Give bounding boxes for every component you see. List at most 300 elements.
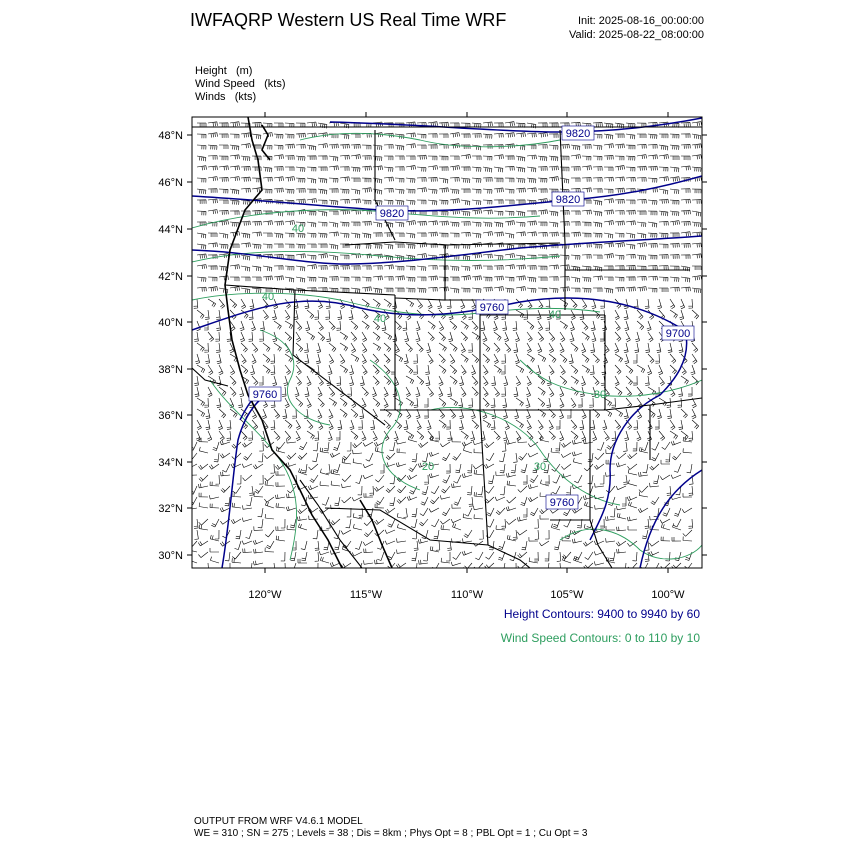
wind-barb (483, 210, 492, 215)
wind-barb (494, 211, 503, 216)
wind-barb (637, 211, 646, 215)
lon-label: 105°W (550, 589, 584, 601)
wind-barb (670, 354, 676, 363)
wind-barb (210, 548, 219, 552)
wind-barb (435, 431, 439, 440)
wind-barb (320, 481, 329, 486)
wind-barb (626, 177, 635, 181)
wind-barb (527, 133, 536, 137)
wind-barb (527, 288, 536, 293)
lat-label: 42°N (158, 271, 183, 283)
wind-contour-legend: Wind Speed Contours: 0 to 110 by 10 (500, 631, 700, 645)
wind-barb (197, 365, 205, 373)
wind-barb (428, 287, 437, 291)
wind-barb (647, 431, 652, 441)
wind-barb (637, 199, 646, 203)
plot-title: IWFAQRP Western US Real Time WRF (190, 10, 507, 30)
wind-barb (592, 299, 597, 309)
wind-barb (230, 265, 240, 270)
wind-barb (659, 134, 668, 138)
wind-barb (681, 166, 690, 171)
wind-barb (616, 541, 626, 546)
wind-barb (276, 471, 285, 475)
wind-barb (428, 232, 437, 237)
wind-barb (545, 530, 549, 539)
wind-barb (659, 211, 668, 216)
wind-barb (264, 497, 274, 502)
wind-barb (384, 387, 388, 397)
wind-barb (582, 288, 591, 293)
wind-barb (189, 556, 198, 563)
wind-barb (395, 420, 402, 429)
wind-barb (487, 508, 494, 516)
wind-barb (556, 442, 561, 451)
wind-barb (516, 287, 526, 292)
wind-barb (219, 233, 228, 238)
wind-barb (230, 155, 239, 160)
field-wind-speed: Wind Speed (kts) (195, 78, 286, 90)
wind-barb (692, 254, 701, 258)
wind-barb (276, 442, 285, 449)
wind-barb (651, 563, 659, 571)
wind-barb (318, 156, 327, 160)
wind-barb (252, 277, 261, 281)
wind-barb (397, 497, 406, 503)
wind-barb (692, 144, 701, 149)
wind-barb (461, 354, 468, 363)
wind-barb (350, 420, 355, 430)
wind-barb (205, 310, 209, 319)
latitude-labels (158, 130, 183, 562)
wind-barb (217, 398, 221, 408)
wind-barb (197, 211, 206, 215)
wind-barb (483, 156, 492, 160)
wind-barb (353, 513, 362, 519)
wind-barb (593, 276, 602, 281)
wind-barb (197, 420, 202, 430)
wind-barb (265, 514, 274, 519)
wind-barb (197, 178, 206, 183)
wind-barb (271, 365, 275, 374)
wind-barb (406, 343, 413, 352)
wind-barb (583, 440, 593, 444)
wind-barb (507, 535, 516, 541)
wind-barb (274, 343, 282, 351)
wind-barb (505, 288, 514, 293)
wind-barb (440, 495, 450, 499)
wind-barb (296, 178, 305, 183)
wind-barb (340, 210, 350, 215)
wind-barb (627, 496, 637, 501)
wind-barb (307, 233, 316, 238)
wind-barb (271, 464, 275, 473)
wind-barb (493, 321, 497, 331)
wind-barb (353, 450, 362, 454)
wind-barb (478, 486, 483, 495)
wind-barb (384, 365, 390, 374)
wind-barb (307, 222, 316, 227)
wind-barb (356, 475, 363, 484)
wind-barb (207, 431, 211, 441)
wind-barb (538, 178, 547, 183)
wind-barb (351, 199, 360, 204)
wind-barb (606, 526, 615, 530)
wind-barb (549, 277, 558, 281)
wind-barb (208, 177, 218, 182)
wind-barb (549, 265, 558, 270)
wind-barb (523, 508, 527, 517)
wind-barb (593, 200, 602, 205)
wind-barb (313, 442, 318, 451)
height-contour-label (552, 192, 584, 206)
wind-barb (681, 134, 690, 138)
wind-barb (221, 472, 230, 476)
wind-barb (428, 145, 437, 149)
wind-barb (505, 166, 514, 170)
wind-barb (258, 508, 263, 517)
lat-label: 44°N (158, 224, 183, 236)
wind-barb (648, 200, 657, 205)
wind-barb (341, 530, 351, 534)
wind-barb (397, 513, 406, 519)
wind-barb (417, 188, 427, 193)
wind-barb (494, 188, 503, 193)
wind-barb (570, 321, 575, 331)
wind-barb (197, 265, 207, 270)
wind-barb (688, 387, 692, 396)
wind-barb (395, 354, 403, 362)
wind-barb (472, 354, 479, 363)
wind-barb (615, 376, 619, 386)
wind-barb (571, 167, 580, 171)
wind-barb (513, 321, 517, 330)
wind-barb (683, 563, 692, 570)
wind-barb (362, 310, 368, 319)
wind-barb (375, 560, 384, 564)
wind-barb (274, 188, 283, 193)
wind-barb (582, 188, 591, 193)
height-contour-label (249, 387, 281, 401)
wind-barb (420, 508, 428, 516)
wind-barb (296, 144, 305, 148)
wind-barb (434, 530, 439, 539)
wind-barb (370, 486, 374, 495)
wind-barb (241, 177, 250, 182)
wind-barb (683, 530, 692, 536)
wind-barb (208, 287, 218, 292)
wind-barb (439, 134, 448, 138)
wind-barb (296, 431, 301, 441)
wind-barb (199, 493, 208, 497)
wind-barb (190, 442, 197, 450)
wind-barb (494, 155, 504, 160)
wind-barb (274, 276, 283, 281)
wind-barb (417, 155, 426, 160)
wind-barb (412, 453, 417, 462)
wind-barb (628, 453, 638, 459)
wind-barb (252, 376, 258, 385)
wind-barb (395, 398, 403, 406)
wind-barb (450, 354, 455, 364)
wind-barb (498, 541, 505, 550)
wind-barb (518, 486, 527, 492)
wind-barb (590, 365, 594, 374)
wind-barb (483, 167, 492, 172)
wind-barb (494, 354, 499, 364)
wind-barb (538, 332, 544, 342)
wind-barb (362, 166, 371, 171)
wind-barb (372, 387, 377, 397)
wind-barb (459, 376, 463, 386)
wind-barb (205, 354, 209, 364)
wind-barb (334, 497, 340, 506)
wind-barb (481, 321, 485, 331)
wind-barb (329, 144, 338, 149)
wind-barb (453, 453, 462, 460)
wind-barb (395, 266, 404, 271)
wind-barb (670, 221, 680, 226)
wind-barb (318, 277, 327, 282)
wind-barb (615, 177, 624, 182)
wind-barb (210, 504, 219, 508)
wind-barb (527, 354, 535, 362)
wind-barb (505, 133, 515, 138)
wind-barb (572, 440, 582, 444)
wind-barb (518, 453, 527, 460)
wind-barb (637, 134, 646, 138)
wind-barb (692, 155, 702, 160)
wind-barb (516, 167, 525, 172)
wind-barb (412, 552, 418, 561)
wind-barb (461, 222, 470, 226)
wind-barb (396, 563, 406, 568)
wind-barb (659, 167, 668, 171)
wind-barb (385, 530, 395, 534)
wind-contour-label: 40 (548, 309, 562, 321)
wind-barb (439, 387, 443, 397)
wind-barb (483, 266, 492, 270)
wind-barb (340, 177, 349, 182)
wind-barb (329, 166, 338, 171)
wind-barb (307, 398, 312, 408)
wind-barb (307, 178, 316, 183)
wind-barb (362, 354, 367, 364)
wind-barb (659, 244, 668, 248)
wind-barb (688, 299, 692, 308)
wind-barb (418, 442, 428, 448)
wind-barb (660, 475, 670, 480)
wind-barb (483, 178, 492, 182)
wind-barb (285, 354, 293, 362)
wind-barb (429, 473, 439, 477)
wind-barb (648, 155, 657, 160)
wind-barb (285, 156, 294, 160)
wind-barb (461, 167, 470, 171)
wind-barb (296, 420, 301, 430)
wind-barb (615, 233, 624, 238)
wind-barb (472, 288, 481, 293)
wind-barb (237, 475, 241, 484)
wind-barb (219, 431, 224, 441)
wind-barb (252, 178, 261, 182)
height-contours (192, 118, 702, 568)
wind-barb (473, 464, 483, 469)
wind-barb (462, 551, 472, 555)
wind-barb (384, 255, 393, 260)
wind-barb (194, 530, 198, 540)
wind-barb (384, 299, 391, 307)
wind-barb (623, 442, 627, 451)
wind-barb (604, 210, 613, 215)
wind-barb (446, 420, 450, 429)
wind-barb (305, 321, 309, 331)
wind-barb (249, 486, 253, 496)
wind-barb (626, 365, 633, 374)
wind-barb (516, 211, 525, 216)
wind-barb (362, 221, 371, 226)
wind-barb (209, 464, 219, 469)
wind-barb (418, 539, 428, 543)
wind-barb (593, 266, 602, 271)
wind-barb (318, 409, 323, 419)
wind-barb (461, 387, 466, 397)
wind-barb (527, 277, 536, 282)
wind-barb (384, 188, 393, 192)
wind-barb (208, 243, 217, 248)
model-footer (194, 816, 587, 840)
wind-barb (439, 332, 446, 341)
wind-barb (274, 221, 283, 226)
wind-barb (582, 156, 591, 160)
wind-barb (610, 508, 615, 517)
wind-barb (549, 288, 558, 293)
wind-barb (233, 486, 241, 493)
wind-barb (362, 266, 371, 270)
wind-barb (681, 221, 690, 226)
wind-barb (692, 354, 697, 364)
wind-barb (430, 546, 439, 552)
footer-line-1: OUTPUT FROM WRF V4.6.1 MODEL (194, 816, 363, 827)
wind-barb (615, 188, 624, 193)
lat-label: 30°N (158, 550, 183, 562)
wind-barb (566, 486, 571, 495)
wind-barb (494, 222, 503, 227)
wind-barb (626, 244, 635, 249)
wind-barb (604, 167, 613, 171)
wind-barb (593, 145, 602, 150)
wind-barb (243, 475, 253, 481)
wind-barb (689, 486, 693, 495)
wind-barb (406, 221, 416, 226)
wind-barb (351, 178, 360, 182)
wind-barb (628, 526, 637, 530)
wind-barb (296, 277, 305, 282)
wind-barbs (187, 122, 701, 573)
wind-barb (505, 277, 514, 281)
wind-barb (199, 503, 208, 508)
wind-barb (230, 145, 239, 150)
wind-barb (528, 497, 538, 502)
wind-barb (285, 288, 294, 293)
wind-barb (472, 420, 479, 429)
wind-barb (680, 299, 685, 309)
wind-barb (431, 519, 439, 527)
wind-barb (486, 453, 494, 461)
wind-barb (645, 299, 649, 308)
wind-barb (538, 210, 548, 215)
wind-barb (395, 244, 404, 248)
wind-barb (242, 541, 252, 545)
wind-barb (406, 288, 415, 293)
wind-barb (670, 387, 675, 397)
wind-barb (604, 144, 614, 149)
wind-barb (407, 496, 417, 501)
wind-barb (659, 189, 668, 194)
wind-barb (589, 398, 593, 407)
wind-barb (363, 442, 373, 446)
wind-barb (461, 211, 470, 216)
wind-barb (219, 365, 224, 375)
wind-barb (264, 453, 274, 459)
wind-barb (472, 376, 478, 385)
wind-barb (341, 563, 351, 568)
wind-barb (194, 332, 198, 342)
wind-barb (483, 243, 492, 248)
wind-barb (494, 387, 500, 397)
wind-barb (505, 178, 514, 182)
wind-barb (681, 156, 690, 160)
wind-barb (474, 470, 483, 475)
wind-barb (424, 398, 428, 407)
wind-barb (373, 276, 382, 281)
wind-barb (404, 332, 408, 342)
wind-barb (650, 483, 659, 487)
wind-barb (526, 398, 530, 408)
wind-barb (385, 508, 395, 513)
wind-barb (221, 486, 230, 493)
wind-barb (617, 513, 626, 519)
wind-barb (461, 288, 470, 293)
wind-barb (571, 277, 580, 282)
wind-barb (483, 189, 492, 194)
wind-barb (464, 530, 472, 538)
wind-barb (230, 189, 239, 194)
wind-barb (439, 343, 447, 351)
wind-barb (657, 343, 661, 353)
wind-barb (516, 431, 521, 441)
wind-barb (351, 266, 360, 270)
wind-barb (592, 431, 596, 441)
wind-barb (222, 464, 230, 472)
wind-barb (472, 265, 481, 270)
wind-barb (483, 254, 492, 258)
wind-barb (406, 178, 415, 183)
wind-barb (472, 134, 481, 138)
wind-barb (504, 332, 509, 342)
wind-barb (448, 332, 452, 342)
wind-barb (325, 310, 329, 319)
wind-barb (373, 343, 381, 351)
wind-barb (561, 464, 571, 470)
height-contour-label (662, 326, 694, 340)
wind-barb (384, 277, 393, 281)
wind-barb (455, 464, 461, 473)
wind-barb (329, 189, 338, 193)
wind-barb (406, 165, 416, 170)
wind-barb (600, 475, 604, 484)
wind-barb (362, 365, 367, 375)
wind-barb (495, 497, 505, 501)
